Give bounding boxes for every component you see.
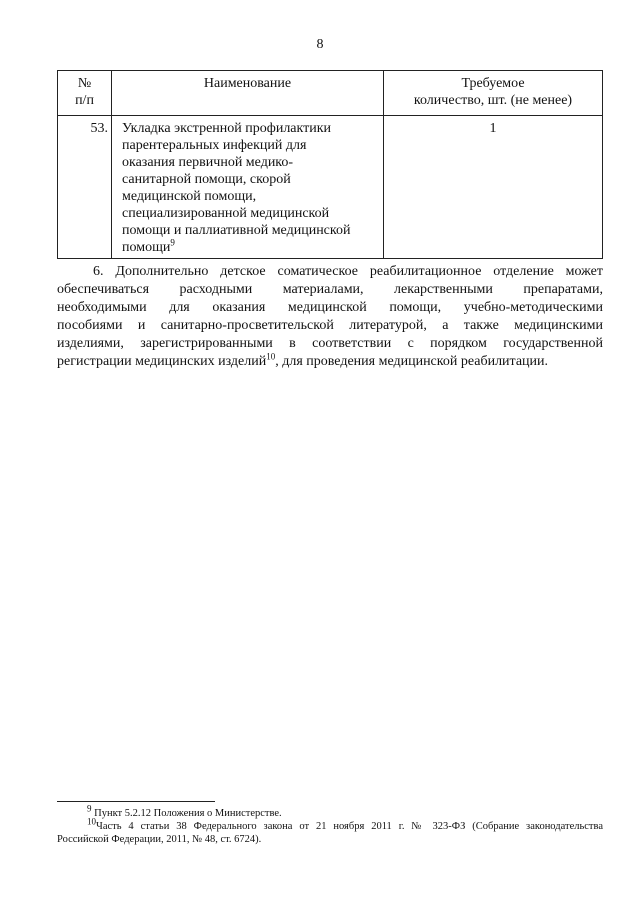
page-number: 8: [316, 37, 324, 52]
header-name: Наименование: [112, 71, 384, 116]
header-quantity-line-1: Требуемое: [461, 76, 525, 91]
paragraph-line: изделиями, зарегистрированными в соответствии с порядком государственной: [57, 336, 603, 351]
paragraph-last-text: регистрации медицинских изделий: [57, 354, 267, 369]
row-number: 53.: [58, 116, 112, 259]
footnote-marker: 9: [87, 803, 92, 814]
footnote-line: Российской Федерации, 2011, № 48, ст. 6724).: [57, 834, 262, 845]
header-number-line-1: №: [77, 76, 92, 91]
paragraph-line: [57, 353, 603, 371]
footnote-marker: 10: [87, 816, 96, 827]
header-quantity: [384, 71, 603, 116]
header-number: [58, 71, 112, 116]
table-row: [58, 116, 603, 259]
paragraph-line: необходимыми для оказания медицинской помощи, учебно-методическими: [57, 300, 603, 315]
header-quantity-line-2: количество, шт. (не менее): [413, 93, 573, 108]
row-name-line: парентеральных инфекций для: [122, 138, 307, 153]
paragraph-line: пособиями и санитарно-просветительской литературой, а также медицинскими: [57, 318, 603, 333]
table-header-row: [58, 71, 603, 116]
footnote-separator: [57, 801, 215, 802]
footnote-ref-9[interactable]: 9: [170, 237, 175, 248]
paragraph-last-text-end: , для проведения медицинской реабилитации.: [275, 354, 549, 369]
row-name-line: помощи: [122, 240, 171, 255]
equipment-table: [57, 70, 603, 259]
footnote-text: Пункт 5.2.12 Положения о Министерстве.: [94, 808, 282, 819]
row-name-line: помощи и паллиативной медицинской: [122, 223, 351, 238]
body-paragraph: [57, 263, 603, 371]
row-quantity: 1: [384, 116, 603, 259]
row-name-line: Укладка экстренной профилактики: [122, 121, 332, 136]
row-name-line: санитарной помощи, скорой: [122, 172, 291, 187]
footnote-10: [57, 816, 603, 846]
footnote-line: [57, 816, 603, 833]
footnote-text: Часть 4 статьи 38 Федерального закона от 21 ноября 2011 г. № 323-ФЗ (Собрание законодательства: [96, 821, 603, 832]
row-name-line: специализированной медицинской: [122, 206, 330, 221]
footnote-9: [57, 803, 603, 820]
footnote-ref-10[interactable]: 10: [266, 351, 276, 362]
row-name: [112, 116, 384, 259]
row-name-line: оказания первичной медико-: [122, 155, 294, 170]
footnotes: [57, 803, 603, 846]
paragraph-line: обеспечиваться расходными материалами, лекарственными препаратами,: [57, 282, 603, 297]
header-number-line-2: п/п: [75, 93, 94, 108]
row-name-line: медицинской помощи,: [122, 189, 257, 204]
paragraph-line: 6. Дополнительно детское соматическое реабилитационное отделение может: [93, 264, 603, 279]
